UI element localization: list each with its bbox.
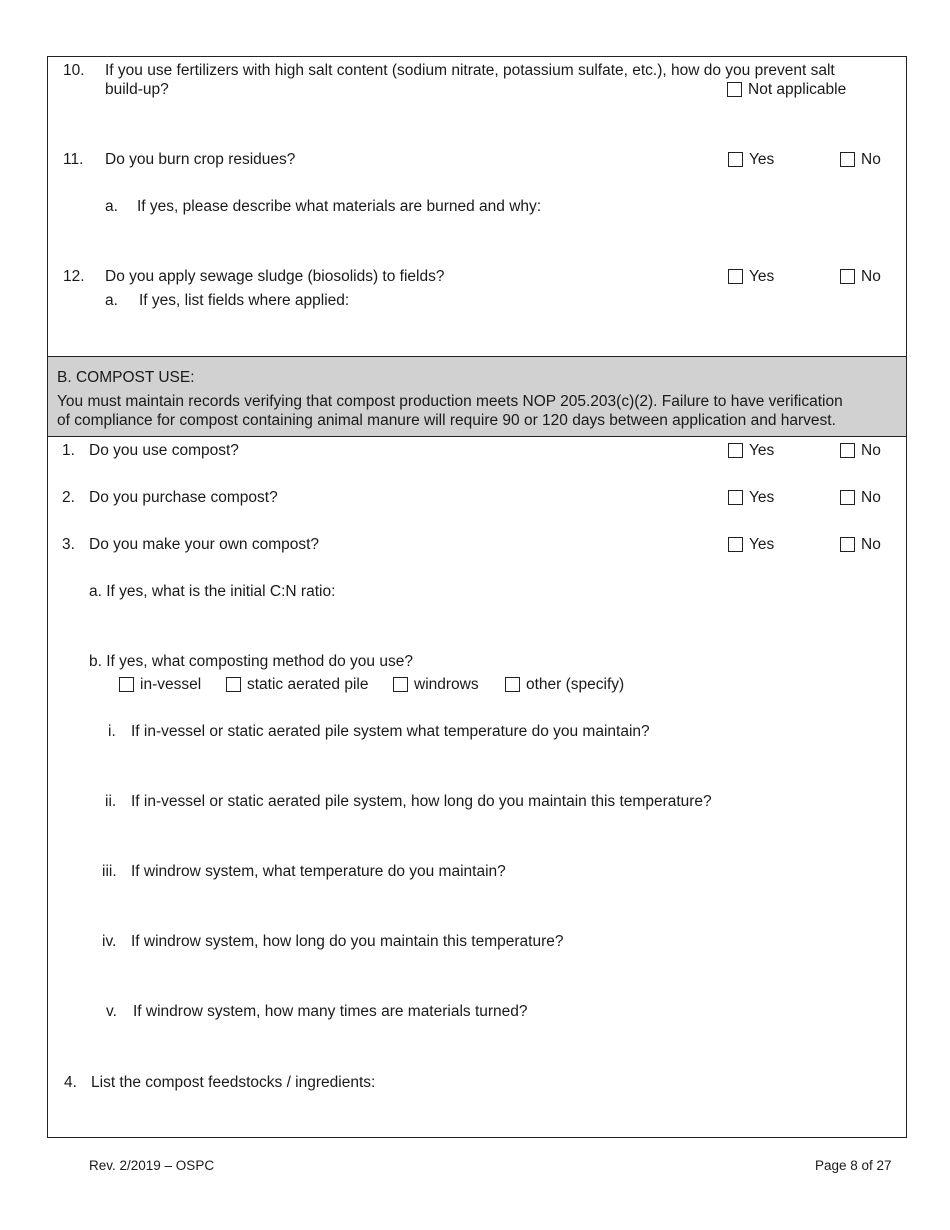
q10-text-line2: build-up?: [105, 81, 169, 98]
method-static-aerated-pile-checkbox[interactable]: [226, 677, 241, 692]
b2-number: 2.: [62, 489, 75, 506]
b3-sub-iii-marker: iii.: [102, 863, 117, 880]
method-static-aerated-pile-label: static aerated pile: [247, 676, 369, 693]
q11a-text: If yes, please describe what materials are burned and why:: [137, 198, 542, 215]
q11a-marker: a.: [105, 198, 118, 215]
q10-text-line1: If you use fertilizers with high salt content (sodium nitrate, potassium sulfate, etc.), how do you prevent salt: [105, 62, 835, 79]
b2-no-checkbox[interactable]: [840, 490, 855, 505]
q10-number: 10.: [63, 62, 85, 79]
section-divider-top: [47, 356, 907, 357]
method-windrows-checkbox[interactable]: [393, 677, 408, 692]
b3b-text: b. If yes, what composting method do you use?: [89, 653, 413, 670]
compost-note-line2: of compliance for compost containing animal manure will require 90 or 120 days between application and harvest.: [57, 412, 836, 429]
b1-text: Do you use compost?: [89, 442, 239, 459]
b3-sub-ii-text: If in-vessel or static aerated pile system, how long do you maintain this temperature?: [131, 793, 712, 810]
q11-no-checkbox[interactable]: [840, 152, 855, 167]
b3-yes-label: Yes: [749, 536, 775, 553]
b3-sub-ii-marker: ii.: [105, 793, 117, 810]
b4-text: List the compost feedstocks / ingredients:: [91, 1074, 376, 1091]
b1-yes-label: Yes: [749, 442, 775, 459]
method-windrows-label: windrows: [414, 676, 479, 693]
q11-yes-label: Yes: [749, 151, 775, 168]
b3-sub-v-text: If windrow system, how many times are materials turned?: [133, 1003, 528, 1020]
compost-note-line1: You must maintain records verifying that compost production meets NOP 205.203(c)(2). Failure to have verification: [57, 393, 843, 410]
b1-no-checkbox[interactable]: [840, 443, 855, 458]
b3a-text: a. If yes, what is the initial C:N ratio:: [89, 583, 336, 600]
b1-number: 1.: [62, 442, 75, 459]
q12-no-checkbox[interactable]: [840, 269, 855, 284]
b3-sub-iv-text: If windrow system, how long do you maintain this temperature?: [131, 933, 564, 950]
b3-sub-i-text: If in-vessel or static aerated pile system what temperature do you maintain?: [131, 723, 650, 740]
footer-page-number: Page 8 of 27: [815, 1158, 892, 1173]
b3-sub-iv-marker: iv.: [102, 933, 117, 950]
method-in-vessel-label: in-vessel: [140, 676, 202, 693]
method-other-label: other (specify): [526, 676, 625, 693]
b3-sub-iii-text: If windrow system, what temperature do you maintain?: [131, 863, 506, 880]
b1-no-label: No: [861, 442, 881, 459]
method-other-checkbox[interactable]: [505, 677, 520, 692]
q11-number: 11.: [63, 151, 84, 168]
b3-no-label: No: [861, 536, 881, 553]
q11-no-label: No: [861, 151, 881, 168]
q12a-text: If yes, list fields where applied:: [139, 292, 350, 309]
q12-number: 12.: [63, 268, 85, 285]
q12-text: Do you apply sewage sludge (biosolids) to fields?: [105, 268, 445, 285]
b3-sub-v-marker: v.: [106, 1003, 117, 1020]
b4-number: 4.: [64, 1074, 77, 1091]
b3-no-checkbox[interactable]: [840, 537, 855, 552]
b3-yes-checkbox[interactable]: [728, 537, 743, 552]
section-divider-bottom: [47, 436, 907, 437]
q12-yes-checkbox[interactable]: [728, 269, 743, 284]
b2-yes-label: Yes: [749, 489, 775, 506]
method-in-vessel-checkbox[interactable]: [119, 677, 134, 692]
b3-sub-i-marker: i.: [108, 723, 116, 740]
b3-number: 3.: [62, 536, 75, 553]
b3-text: Do you make your own compost?: [89, 536, 320, 553]
compost-section-title: B. COMPOST USE:: [57, 369, 195, 386]
footer-revision: Rev. 2/2019 – OSPC: [89, 1158, 215, 1173]
q12a-marker: a.: [105, 292, 118, 309]
q12-yes-label: Yes: [749, 268, 775, 285]
b2-yes-checkbox[interactable]: [728, 490, 743, 505]
q10-not-applicable-label: Not applicable: [748, 81, 847, 98]
b1-yes-checkbox[interactable]: [728, 443, 743, 458]
q11-yes-checkbox[interactable]: [728, 152, 743, 167]
q12-no-label: No: [861, 268, 881, 285]
b2-no-label: No: [861, 489, 881, 506]
q11-text: Do you burn crop residues?: [105, 151, 296, 168]
q10-not-applicable-checkbox[interactable]: [727, 82, 742, 97]
b2-text: Do you purchase compost?: [89, 489, 278, 506]
